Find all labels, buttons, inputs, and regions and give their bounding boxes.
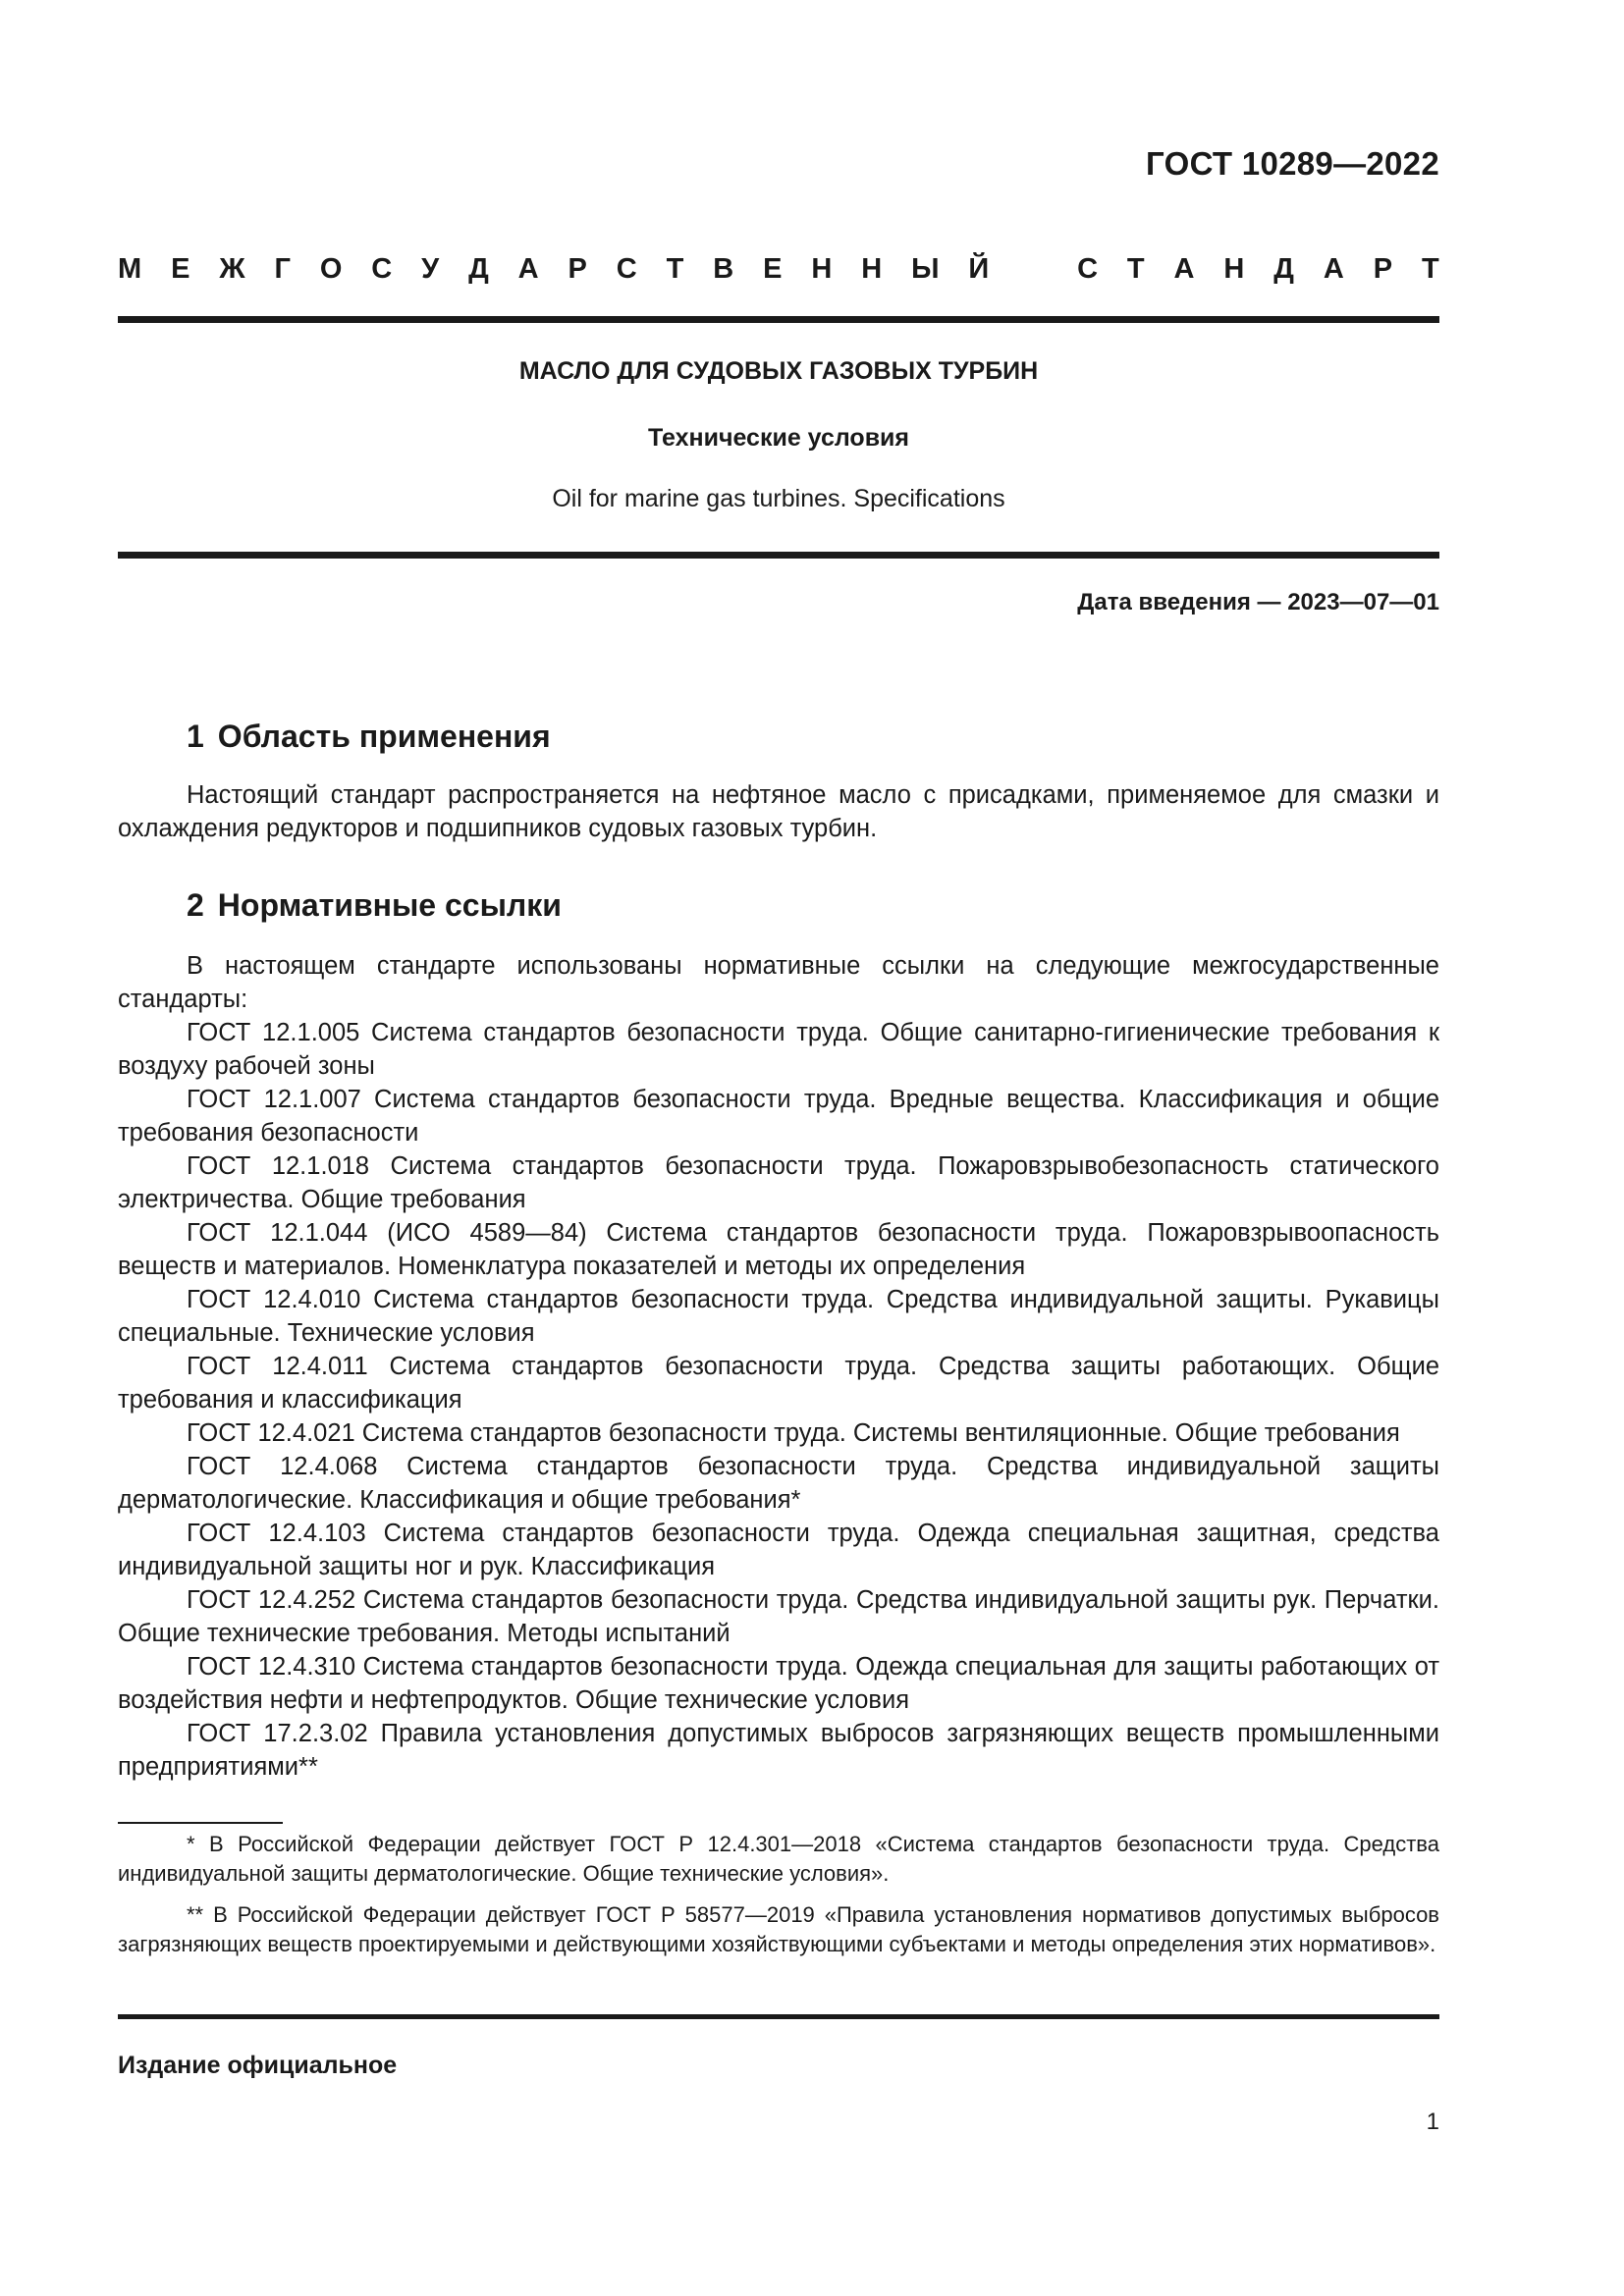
banner-letter: С <box>371 253 393 285</box>
banner-letter: Н <box>861 253 883 285</box>
official-edition-label: Издание официальное <box>118 2052 398 2079</box>
gost-number: ГОСТ 10289—2022 <box>1146 145 1439 182</box>
document-subtitle: Технические условия <box>647 424 910 452</box>
banner-letter: Й <box>968 253 990 285</box>
banner-letter: Т <box>666 253 684 285</box>
reference-item: ГОСТ 12.4.252 Система стандартов безопасности труда. Средства индивидуальной защиты рук. Перчатки. Общие технические требования. Методы испытаний <box>118 1586 1439 1647</box>
footer-rule <box>118 2014 1439 2019</box>
header-rule <box>118 316 1439 323</box>
section-2-heading <box>187 887 562 924</box>
section-2-number: 2 <box>187 887 204 923</box>
banner-letter: О <box>319 253 343 285</box>
banner-letter: Ы <box>911 253 940 285</box>
document-english-title: Oil for marine gas turbines. Specifications <box>552 485 1005 512</box>
section-1-heading <box>187 719 551 755</box>
banner-letter: В <box>713 253 734 285</box>
reference-item: ГОСТ 12.4.010 Система стандартов безопасности труда. Средства индивидуальной защиты. Рукавицы специальные. Технические условия <box>118 1286 1439 1347</box>
reference-item: ГОСТ 17.2.3.02 Правила установления допустимых выбросов загрязняющих веществ промышленными предприятиями** <box>118 1720 1439 1781</box>
banner-letter: Н <box>1223 253 1245 285</box>
banner-word-gap <box>1018 253 1048 286</box>
banner-letter: Д <box>468 253 489 285</box>
reference-item: ГОСТ 12.4.021 Система стандартов безопасности труда. Системы вентиляционные. Общие требования <box>187 1419 1400 1447</box>
reference-item: ГОСТ 12.1.007 Система стандартов безопасности труда. Вредные вещества. Классификация и общие требования безопасности <box>118 1086 1439 1147</box>
title-block-rule <box>118 552 1439 559</box>
section-1-title: Область применения <box>217 719 551 754</box>
footnote-1: * В Российской Федерации действует ГОСТ Р 12.4.301—2018 «Система стандартов безопасности труда. Средства индивидуальной защиты дерматологические. Общие технические условия». <box>118 1832 1439 1886</box>
banner-letter: Т <box>1421 253 1439 285</box>
banner-letter: Р <box>568 253 587 285</box>
section-2-intro: В настоящем стандарте использованы нормативные ссылки на следующие межгосударственные стандарты: <box>118 952 1439 1013</box>
banner-letter: Н <box>811 253 833 285</box>
reference-item: ГОСТ 12.4.103 Система стандартов безопасности труда. Одежда специальная защитная, средства индивидуальной защиты ног и рук. Классификация <box>118 1520 1439 1580</box>
page-number: 1 <box>1426 2109 1439 2135</box>
document-title: МАСЛО ДЛЯ СУДОВЫХ ГАЗОВЫХ ТУРБИН <box>518 357 1039 385</box>
banner-letter: А <box>1173 253 1195 285</box>
banner-letter: М <box>118 253 142 285</box>
footnotes <box>118 1830 1439 1971</box>
banner-letter: С <box>1077 253 1099 285</box>
section-1-number: 1 <box>187 719 204 754</box>
reference-item: ГОСТ 12.1.005 Система стандартов безопасности труда. Общие санитарно-гигиенические требования к воздуху рабочей зоны <box>118 1019 1439 1080</box>
reference-item: ГОСТ 12.4.011 Система стандартов безопасности труда. Средства защиты работающих. Общие требования и классификация <box>118 1353 1439 1414</box>
introduction-date: Дата введения — 2023—07—01 <box>1077 589 1439 615</box>
banner-letter: С <box>616 253 637 285</box>
reference-item: ГОСТ 12.4.310 Система стандартов безопасности труда. Одежда специальная для защиты работающих от воздействия нефти и нефтепродуктов. Общие технические условия <box>118 1653 1439 1714</box>
interstate-standard-banner <box>118 253 1439 286</box>
section-2-title: Нормативные ссылки <box>217 887 562 923</box>
reference-item: ГОСТ 12.1.044 (ИСО 4589—84) Система стандартов безопасности труда. Пожаровзрывоопасность веществ и материалов. Номенклатура показателей и методы их определения <box>118 1219 1439 1280</box>
section-2-body <box>118 949 1439 1784</box>
banner-letter: Д <box>1273 253 1294 285</box>
section-1-body <box>118 778 1439 845</box>
banner-letter: Р <box>1373 253 1393 285</box>
banner-letter: Е <box>763 253 783 285</box>
banner-letter: Г <box>274 253 291 285</box>
banner-letter: Ж <box>219 253 245 285</box>
banner-letter: Е <box>171 253 190 285</box>
reference-item: ГОСТ 12.4.068 Система стандартов безопасности труда. Средства индивидуальной защиты дерматологические. Классификация и общие требования* <box>118 1453 1439 1514</box>
banner-letter: А <box>1323 253 1344 285</box>
banner-letter: Т <box>1126 253 1145 285</box>
reference-item: ГОСТ 12.1.018 Система стандартов безопасности труда. Пожаровзрывобезопасность статического электричества. Общие требования <box>118 1152 1439 1213</box>
section-1-paragraph: Настоящий стандарт распространяется на нефтяное масло с присадками, применяемое для смазки и охлаждения редукторов и подшипников судовых газовых турбин. <box>118 781 1439 842</box>
footnote-separator <box>118 1822 283 1824</box>
banner-letter: У <box>421 253 440 285</box>
footnote-2: ** В Российской Федерации действует ГОСТ Р 58577—2019 «Правила установления нормативов допустимых выбросов загрязняющих веществ проектируемыми и действующими хозяйствующими субъектами и методы определения этих нормативов». <box>118 1902 1439 1956</box>
banner-letter: А <box>517 253 539 285</box>
